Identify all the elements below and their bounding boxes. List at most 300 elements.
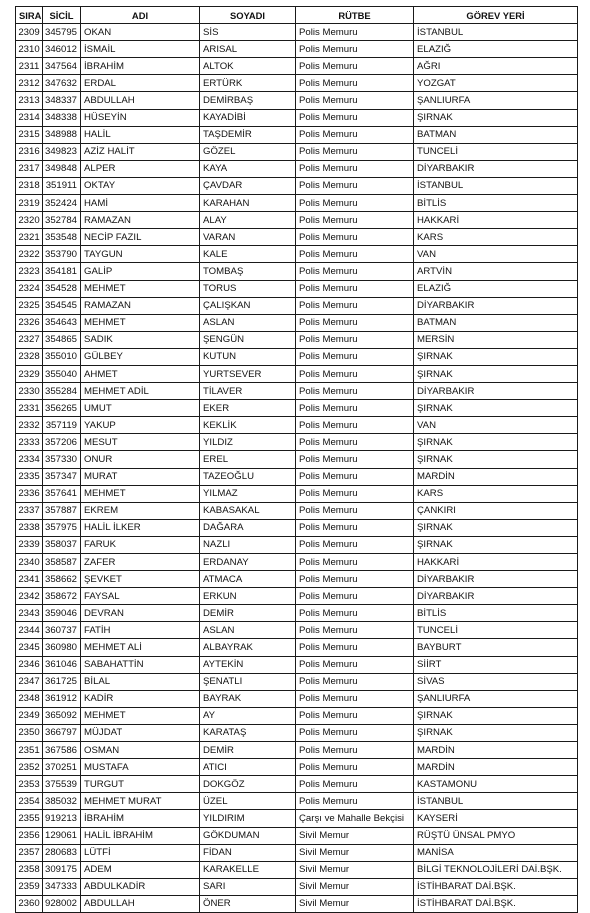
cell-gorev-yeri: ARTVİN <box>414 263 578 280</box>
cell-gorev-yeri: DİYARBAKIR <box>414 571 578 588</box>
cell-gorev-yeri: MARDİN <box>414 468 578 485</box>
cell-sicil: 355284 <box>43 383 81 400</box>
table-row <box>16 673 578 690</box>
cell-rutbe: Polis Memuru <box>296 571 414 588</box>
cell-soyadi: ERKUN <box>200 588 296 605</box>
cell-rutbe: Polis Memuru <box>296 468 414 485</box>
cell-gorev-yeri: BİTLİS <box>414 195 578 212</box>
cell-sira: 2349 <box>16 707 43 724</box>
cell-gorev-yeri: İSTİHBARAT DAİ.BŞK. <box>414 878 578 895</box>
cell-sicil: 370251 <box>43 759 81 776</box>
cell-sira: 2359 <box>16 878 43 895</box>
cell-soyadi: KAYA <box>200 160 296 177</box>
cell-rutbe: Polis Memuru <box>296 502 414 519</box>
header-sira: SIRA <box>16 7 43 24</box>
cell-gorev-yeri: ÇANKIRI <box>414 502 578 519</box>
cell-rutbe: Sivil Memur <box>296 895 414 912</box>
cell-soyadi: DOKGÖZ <box>200 776 296 793</box>
cell-gorev-yeri: VAN <box>414 246 578 263</box>
cell-sicil: 346012 <box>43 41 81 58</box>
table-row <box>16 742 578 759</box>
cell-soyadi: NAZLI <box>200 536 296 553</box>
table-header-row <box>16 7 578 24</box>
cell-rutbe: Polis Memuru <box>296 451 414 468</box>
cell-gorev-yeri: ŞIRNAK <box>414 109 578 126</box>
cell-adi: FARUK <box>81 536 200 553</box>
cell-gorev-yeri: MERSİN <box>414 331 578 348</box>
cell-sira: 2309 <box>16 24 43 41</box>
cell-gorev-yeri: ŞANLIURFA <box>414 92 578 109</box>
cell-sira: 2329 <box>16 365 43 382</box>
cell-adi: ONUR <box>81 451 200 468</box>
table-row <box>16 776 578 793</box>
cell-sicil: 352424 <box>43 195 81 212</box>
cell-sicil: 353548 <box>43 229 81 246</box>
cell-gorev-yeri: DİYARBAKIR <box>414 383 578 400</box>
cell-soyadi: ATMACA <box>200 571 296 588</box>
cell-adi: MEHMET MURAT <box>81 793 200 810</box>
cell-sira: 2338 <box>16 519 43 536</box>
cell-sicil: 358037 <box>43 536 81 553</box>
cell-gorev-yeri: TUNCELİ <box>414 143 578 160</box>
cell-adi: FATİH <box>81 622 200 639</box>
cell-adi: OKAN <box>81 24 200 41</box>
cell-gorev-yeri: BİLGİ TEKNOLOJİLERİ DAİ.BŞK. <box>414 861 578 878</box>
cell-sicil: 309175 <box>43 861 81 878</box>
cell-sicil: 367586 <box>43 742 81 759</box>
cell-soyadi: KALE <box>200 246 296 263</box>
cell-sira: 2341 <box>16 571 43 588</box>
cell-rutbe: Polis Memuru <box>296 263 414 280</box>
cell-soyadi: ÇALIŞKAN <box>200 297 296 314</box>
table-row <box>16 58 578 75</box>
cell-adi: GÜLBEY <box>81 348 200 365</box>
table-row <box>16 24 578 41</box>
cell-sira: 2342 <box>16 588 43 605</box>
cell-rutbe: Polis Memuru <box>296 554 414 571</box>
cell-soyadi: KAYADİBİ <box>200 109 296 126</box>
cell-rutbe: Polis Memuru <box>296 536 414 553</box>
cell-rutbe: Polis Memuru <box>296 588 414 605</box>
table-row <box>16 75 578 92</box>
cell-sicil: 280683 <box>43 844 81 861</box>
cell-gorev-yeri: KARS <box>414 485 578 502</box>
cell-adi: HALİL İLKER <box>81 519 200 536</box>
cell-sicil: 354865 <box>43 331 81 348</box>
cell-rutbe: Polis Memuru <box>296 109 414 126</box>
cell-gorev-yeri: KARS <box>414 229 578 246</box>
cell-adi: MEHMET ADİL <box>81 383 200 400</box>
cell-gorev-yeri: ŞIRNAK <box>414 365 578 382</box>
cell-soyadi: FİDAN <box>200 844 296 861</box>
cell-sicil: 347333 <box>43 878 81 895</box>
cell-sira: 2319 <box>16 195 43 212</box>
cell-soyadi: KEKLİK <box>200 417 296 434</box>
cell-sira: 2322 <box>16 246 43 263</box>
header-soyadi: SOYADI <box>200 7 296 24</box>
cell-rutbe: Polis Memuru <box>296 195 414 212</box>
cell-rutbe: Polis Memuru <box>296 605 414 622</box>
cell-sira: 2330 <box>16 383 43 400</box>
cell-soyadi: AYTEKİN <box>200 656 296 673</box>
cell-rutbe: Polis Memuru <box>296 58 414 75</box>
header-adi: ADI <box>81 7 200 24</box>
cell-adi: ZAFER <box>81 554 200 571</box>
cell-gorev-yeri: MARDİN <box>414 759 578 776</box>
header-gorev-yeri: GÖREV YERİ <box>414 7 578 24</box>
table-row <box>16 605 578 622</box>
cell-adi: ADEM <box>81 861 200 878</box>
cell-gorev-yeri: İSTANBUL <box>414 24 578 41</box>
cell-adi: MEHMET ALİ <box>81 639 200 656</box>
cell-rutbe: Polis Memuru <box>296 24 414 41</box>
cell-rutbe: Polis Memuru <box>296 365 414 382</box>
cell-gorev-yeri: BATMAN <box>414 126 578 143</box>
cell-sira: 2318 <box>16 177 43 194</box>
cell-rutbe: Polis Memuru <box>296 434 414 451</box>
cell-rutbe: Sivil Memur <box>296 844 414 861</box>
cell-adi: RAMAZAN <box>81 212 200 229</box>
cell-gorev-yeri: MARDİN <box>414 742 578 759</box>
cell-adi: ABDULLAH <box>81 895 200 912</box>
cell-sira: 2346 <box>16 656 43 673</box>
table-row <box>16 468 578 485</box>
cell-sicil: 385032 <box>43 793 81 810</box>
cell-soyadi: SİS <box>200 24 296 41</box>
cell-rutbe: Polis Memuru <box>296 776 414 793</box>
table-row <box>16 109 578 126</box>
cell-soyadi: DAĞARA <box>200 519 296 536</box>
cell-rutbe: Polis Memuru <box>296 126 414 143</box>
cell-sicil: 366797 <box>43 724 81 741</box>
table-row <box>16 502 578 519</box>
cell-sicil: 348337 <box>43 92 81 109</box>
cell-soyadi: KARATAŞ <box>200 724 296 741</box>
cell-sicil: 357887 <box>43 502 81 519</box>
cell-sicil: 358672 <box>43 588 81 605</box>
cell-soyadi: DEMİR <box>200 605 296 622</box>
cell-rutbe: Polis Memuru <box>296 707 414 724</box>
cell-sicil: 358587 <box>43 554 81 571</box>
table-row <box>16 793 578 810</box>
cell-sira: 2339 <box>16 536 43 553</box>
cell-sicil: 919213 <box>43 810 81 827</box>
cell-sira: 2327 <box>16 331 43 348</box>
cell-sicil: 354528 <box>43 280 81 297</box>
cell-soyadi: ASLAN <box>200 314 296 331</box>
cell-adi: OSMAN <box>81 742 200 759</box>
cell-sicil: 355040 <box>43 365 81 382</box>
cell-soyadi: DEMİR <box>200 742 296 759</box>
cell-sira: 2320 <box>16 212 43 229</box>
cell-rutbe: Polis Memuru <box>296 177 414 194</box>
cell-gorev-yeri: HAKKARİ <box>414 554 578 571</box>
cell-rutbe: Polis Memuru <box>296 519 414 536</box>
cell-rutbe: Polis Memuru <box>296 92 414 109</box>
cell-gorev-yeri: BAYBURT <box>414 639 578 656</box>
personnel-table <box>15 6 578 913</box>
table-row <box>16 759 578 776</box>
table-row <box>16 400 578 417</box>
cell-adi: EKREM <box>81 502 200 519</box>
table-row <box>16 571 578 588</box>
cell-adi: SABAHATTİN <box>81 656 200 673</box>
cell-sira: 2324 <box>16 280 43 297</box>
cell-sicil: 349823 <box>43 143 81 160</box>
cell-adi: DEVRAN <box>81 605 200 622</box>
cell-sicil: 348988 <box>43 126 81 143</box>
cell-sira: 2344 <box>16 622 43 639</box>
cell-soyadi: ALAY <box>200 212 296 229</box>
table-row <box>16 878 578 895</box>
cell-sira: 2337 <box>16 502 43 519</box>
cell-sicil: 357330 <box>43 451 81 468</box>
cell-soyadi: ÜZEL <box>200 793 296 810</box>
cell-sira: 2323 <box>16 263 43 280</box>
cell-adi: FAYSAL <box>81 588 200 605</box>
cell-sira: 2326 <box>16 314 43 331</box>
cell-adi: İBRAHİM <box>81 810 200 827</box>
cell-adi: İSMAİL <box>81 41 200 58</box>
cell-sira: 2335 <box>16 468 43 485</box>
cell-sira: 2340 <box>16 554 43 571</box>
cell-gorev-yeri: ŞIRNAK <box>414 519 578 536</box>
cell-soyadi: KARAHAN <box>200 195 296 212</box>
cell-adi: KADİR <box>81 690 200 707</box>
cell-gorev-yeri: VAN <box>414 417 578 434</box>
cell-sicil: 347564 <box>43 58 81 75</box>
cell-adi: HÜSEYİN <box>81 109 200 126</box>
cell-rutbe: Polis Memuru <box>296 348 414 365</box>
table-row <box>16 707 578 724</box>
cell-gorev-yeri: DİYARBAKIR <box>414 160 578 177</box>
cell-soyadi: EREL <box>200 451 296 468</box>
cell-gorev-yeri: İSTANBUL <box>414 177 578 194</box>
cell-adi: OKTAY <box>81 177 200 194</box>
table-row <box>16 280 578 297</box>
cell-gorev-yeri: BATMAN <box>414 314 578 331</box>
cell-sicil: 352784 <box>43 212 81 229</box>
table-row <box>16 314 578 331</box>
cell-soyadi: SARI <box>200 878 296 895</box>
cell-adi: ERDAL <box>81 75 200 92</box>
cell-sira: 2316 <box>16 143 43 160</box>
cell-rutbe: Polis Memuru <box>296 639 414 656</box>
cell-sira: 2358 <box>16 861 43 878</box>
cell-rutbe: Sivil Memur <box>296 827 414 844</box>
cell-sira: 2333 <box>16 434 43 451</box>
cell-adi: GALİP <box>81 263 200 280</box>
cell-gorev-yeri: ŞIRNAK <box>414 400 578 417</box>
cell-sicil: 354181 <box>43 263 81 280</box>
cell-gorev-yeri: ŞANLIURFA <box>414 690 578 707</box>
cell-sicil: 358662 <box>43 571 81 588</box>
cell-rutbe: Polis Memuru <box>296 485 414 502</box>
cell-rutbe: Polis Memuru <box>296 690 414 707</box>
cell-adi: MEHMET <box>81 280 200 297</box>
cell-soyadi: ALBAYRAK <box>200 639 296 656</box>
cell-rutbe: Sivil Memur <box>296 861 414 878</box>
cell-adi: HALİL İBRAHİM <box>81 827 200 844</box>
cell-rutbe: Polis Memuru <box>296 75 414 92</box>
cell-soyadi: ŞENATLI <box>200 673 296 690</box>
cell-soyadi: VARAN <box>200 229 296 246</box>
cell-soyadi: YILDIZ <box>200 434 296 451</box>
cell-sira: 2314 <box>16 109 43 126</box>
cell-sira: 2312 <box>16 75 43 92</box>
cell-sira: 2356 <box>16 827 43 844</box>
table-row <box>16 297 578 314</box>
cell-soyadi: YILMAZ <box>200 485 296 502</box>
cell-gorev-yeri: ELAZIĞ <box>414 41 578 58</box>
cell-sira: 2331 <box>16 400 43 417</box>
cell-sicil: 360980 <box>43 639 81 656</box>
cell-adi: ABDULKADİR <box>81 878 200 895</box>
cell-sira: 2311 <box>16 58 43 75</box>
cell-adi: MEHMET <box>81 485 200 502</box>
header-sicil: SİCİL <box>43 7 81 24</box>
table-row <box>16 895 578 912</box>
cell-sicil: 353790 <box>43 246 81 263</box>
table-row <box>16 160 578 177</box>
header-rutbe: RÜTBE <box>296 7 414 24</box>
cell-sicil: 357347 <box>43 468 81 485</box>
cell-gorev-yeri: RÜŞTÜ ÜNSAL PMYO <box>414 827 578 844</box>
cell-soyadi: TAŞDEMİR <box>200 126 296 143</box>
cell-rutbe: Polis Memuru <box>296 383 414 400</box>
table-row <box>16 365 578 382</box>
cell-adi: MUSTAFA <box>81 759 200 776</box>
cell-soyadi: TAZEOĞLU <box>200 468 296 485</box>
cell-rutbe: Polis Memuru <box>296 656 414 673</box>
cell-sira: 2347 <box>16 673 43 690</box>
cell-gorev-yeri: BİTLİS <box>414 605 578 622</box>
cell-sira: 2348 <box>16 690 43 707</box>
cell-adi: ABDULLAH <box>81 92 200 109</box>
cell-adi: MÜJDAT <box>81 724 200 741</box>
cell-gorev-yeri: KASTAMONU <box>414 776 578 793</box>
cell-gorev-yeri: ŞIRNAK <box>414 348 578 365</box>
cell-gorev-yeri: TUNCELİ <box>414 622 578 639</box>
cell-gorev-yeri: HAKKARİ <box>414 212 578 229</box>
cell-sicil: 347632 <box>43 75 81 92</box>
cell-sira: 2357 <box>16 844 43 861</box>
cell-rutbe: Polis Memuru <box>296 400 414 417</box>
table-row <box>16 177 578 194</box>
table-row <box>16 690 578 707</box>
cell-adi: YAKUP <box>81 417 200 434</box>
table-row <box>16 263 578 280</box>
cell-adi: TURGUT <box>81 776 200 793</box>
cell-adi: İBRAHİM <box>81 58 200 75</box>
table-row <box>16 348 578 365</box>
cell-sicil: 357975 <box>43 519 81 536</box>
cell-rutbe: Polis Memuru <box>296 417 414 434</box>
cell-adi: RAMAZAN <box>81 297 200 314</box>
table-row <box>16 417 578 434</box>
table-row <box>16 861 578 878</box>
cell-adi: HALİL <box>81 126 200 143</box>
cell-gorev-yeri: ŞIRNAK <box>414 707 578 724</box>
cell-sira: 2350 <box>16 724 43 741</box>
cell-soyadi: KUTUN <box>200 348 296 365</box>
cell-soyadi: TOMBAŞ <box>200 263 296 280</box>
cell-sicil: 361725 <box>43 673 81 690</box>
cell-soyadi: ASLAN <box>200 622 296 639</box>
cell-sira: 2351 <box>16 742 43 759</box>
cell-sira: 2315 <box>16 126 43 143</box>
cell-gorev-yeri: ŞIRNAK <box>414 451 578 468</box>
table-row <box>16 656 578 673</box>
table-row <box>16 229 578 246</box>
cell-sira: 2310 <box>16 41 43 58</box>
cell-gorev-yeri: DİYARBAKIR <box>414 588 578 605</box>
cell-rutbe: Polis Memuru <box>296 212 414 229</box>
table-row <box>16 827 578 844</box>
cell-rutbe: Polis Memuru <box>296 331 414 348</box>
cell-sira: 2352 <box>16 759 43 776</box>
cell-sicil: 354643 <box>43 314 81 331</box>
cell-soyadi: TİLAVER <box>200 383 296 400</box>
cell-sicil: 357206 <box>43 434 81 451</box>
cell-gorev-yeri: SİVAS <box>414 673 578 690</box>
cell-sicil: 129061 <box>43 827 81 844</box>
cell-sicil: 355010 <box>43 348 81 365</box>
table-row <box>16 485 578 502</box>
cell-soyadi: DEMİRBAŞ <box>200 92 296 109</box>
table-row <box>16 331 578 348</box>
cell-rutbe: Polis Memuru <box>296 759 414 776</box>
cell-adi: ŞEVKET <box>81 571 200 588</box>
cell-rutbe: Polis Memuru <box>296 160 414 177</box>
table-row <box>16 844 578 861</box>
cell-sicil: 345795 <box>43 24 81 41</box>
cell-gorev-yeri: ŞIRNAK <box>414 434 578 451</box>
cell-adi: AZİZ HALİT <box>81 143 200 160</box>
cell-adi: MESUT <box>81 434 200 451</box>
cell-rutbe: Polis Memuru <box>296 229 414 246</box>
table-row <box>16 639 578 656</box>
cell-adi: MURAT <box>81 468 200 485</box>
cell-adi: MEHMET <box>81 707 200 724</box>
cell-sicil: 348338 <box>43 109 81 126</box>
cell-rutbe: Polis Memuru <box>296 673 414 690</box>
cell-adi: MEHMET <box>81 314 200 331</box>
cell-sicil: 351911 <box>43 177 81 194</box>
cell-adi: TAYGUN <box>81 246 200 263</box>
cell-sira: 2313 <box>16 92 43 109</box>
cell-rutbe: Polis Memuru <box>296 280 414 297</box>
table-row <box>16 383 578 400</box>
table-row <box>16 195 578 212</box>
table-row <box>16 126 578 143</box>
cell-sira: 2325 <box>16 297 43 314</box>
cell-soyadi: BAYRAK <box>200 690 296 707</box>
cell-rutbe: Polis Memuru <box>296 246 414 263</box>
cell-soyadi: ARISAL <box>200 41 296 58</box>
cell-adi: NECİP FAZIL <box>81 229 200 246</box>
cell-sira: 2360 <box>16 895 43 912</box>
cell-gorev-yeri: İSTANBUL <box>414 793 578 810</box>
cell-sira: 2345 <box>16 639 43 656</box>
cell-soyadi: ÇAVDAR <box>200 177 296 194</box>
table-row <box>16 92 578 109</box>
cell-sira: 2355 <box>16 810 43 827</box>
table-row <box>16 588 578 605</box>
cell-soyadi: YILDIRIM <box>200 810 296 827</box>
cell-sira: 2343 <box>16 605 43 622</box>
table-row <box>16 519 578 536</box>
